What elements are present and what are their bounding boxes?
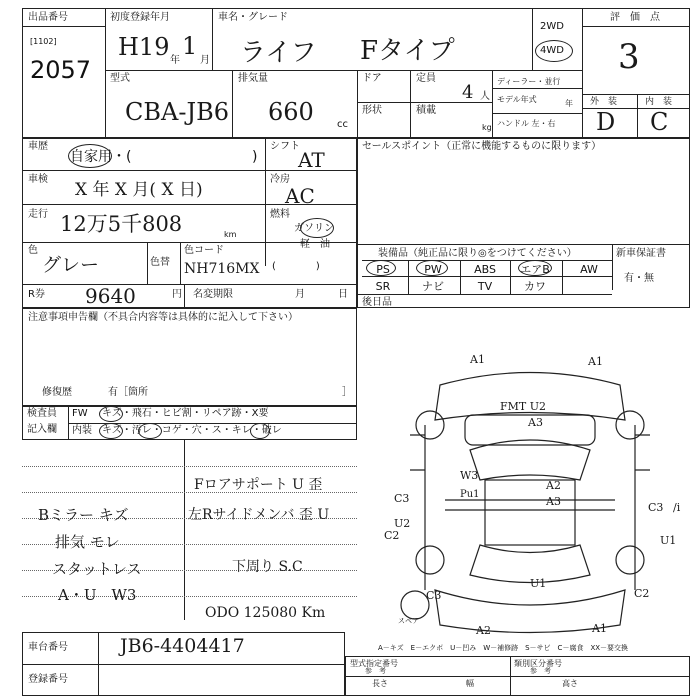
equip-sr: SR (375, 280, 391, 293)
cc-unit: cc (337, 119, 348, 130)
model-year-label: モデル年式 (497, 95, 537, 104)
spare-label: スペア (398, 617, 419, 625)
mark-a1-tl: A1 (470, 353, 485, 366)
diagram-windshield (470, 440, 590, 480)
history-label: 車歴 (28, 141, 48, 152)
lot-small-code: [1102] (30, 37, 57, 46)
interior-grade: C (650, 108, 669, 136)
mileage-label: 走行 (28, 209, 48, 220)
mark-a3-top: A3 (528, 416, 543, 429)
mileage-value: 12万5千808 (60, 212, 183, 236)
rear-items-label: 後日品 (362, 297, 392, 308)
mark-w3: W3 (460, 469, 479, 482)
width-label: 幅 (466, 679, 474, 688)
dealer-label: ディーラー・並行 (497, 77, 561, 86)
length-label: 長さ (372, 679, 388, 688)
color-code-value: NH716MX (184, 261, 260, 277)
equip-navi: ナビ (422, 280, 444, 293)
mark-c2: C2 (384, 529, 400, 542)
equip-tv: TV (477, 280, 493, 293)
equip-abs: ABS (474, 263, 496, 276)
person-unit: 人 (480, 91, 490, 102)
first-reg-label: 初度登録年月 (110, 12, 170, 23)
note-floor-support: Fロアサポート U 歪 (194, 477, 323, 493)
first-reg-year: H19 (118, 33, 170, 61)
year-unit: 年 (170, 55, 180, 66)
4wd-circle (535, 40, 573, 62)
handle-label: ハンドル 左・右 (497, 119, 556, 128)
mark-a3-mid: A3 (546, 495, 561, 508)
exterior-label: 外 装 (590, 97, 618, 107)
interior-dirt-circle (138, 423, 162, 439)
diagram-wheel-rr (616, 546, 644, 574)
mark-c3-left: C3 (394, 492, 410, 505)
grade: Fタイプ (360, 36, 455, 66)
interior-s-circle (250, 423, 270, 439)
load-label: 積載 (416, 105, 436, 116)
type-cert-label: 型式指定番号 (350, 659, 398, 668)
diagram-wheel-fl (416, 411, 444, 439)
recycle-value: 9640 (85, 284, 136, 308)
score-value: 3 (618, 37, 640, 77)
first-reg-month: 1 (182, 32, 198, 60)
month-label: 月 (295, 289, 305, 300)
history-value: 自家用・( (70, 149, 132, 165)
registration-label: 登録番号 (28, 674, 68, 685)
note-side-member: 左Rサイドメンバ 歪 U (188, 507, 330, 523)
sales-points-label: セールスポイント（正常に機能するものに限ります） (362, 141, 602, 152)
interior-label: 内 装 (645, 97, 673, 107)
fuel-diesel: 軽 油 (300, 239, 330, 250)
date-label: 日 (338, 289, 348, 300)
inspection-value: X 年 X 月( X 日) (75, 180, 203, 200)
lot-label: 出品番号 (28, 12, 68, 23)
warranty-value: 有・無 (624, 273, 654, 284)
aircon-value: AC (285, 184, 315, 208)
category-ref: 参 考 (530, 667, 551, 675)
diagram-roof (485, 480, 575, 545)
shift-label: シフト (270, 141, 300, 152)
fuel-label: 燃料 (270, 209, 290, 220)
kg-unit: kg (482, 123, 492, 132)
mark-c3-right: C3 (648, 501, 664, 514)
mark-fmt-u2: FMT U2 (500, 400, 546, 413)
fuel-gasoline: ガソリン (294, 223, 334, 234)
mark-u1-right: U1 (660, 534, 677, 547)
note-exhaust: 排気 モレ (55, 533, 120, 551)
history-close: ) (252, 149, 258, 165)
fuel-paren: ( ) (272, 261, 320, 272)
note-b-mirror: Bミラー キズ (38, 506, 129, 524)
inspection-label: 車検 (28, 174, 48, 185)
repair-label: 修復歴 (42, 387, 72, 398)
recolor-label: 色替 (150, 257, 170, 268)
fw-scratch-circle (99, 406, 123, 422)
model-year-suffix: 年 (565, 99, 573, 108)
exterior-grade: D (596, 108, 616, 136)
diagram-door-lines (445, 500, 615, 510)
month-unit: 月 (200, 55, 210, 66)
type-cert-ref: 参 考 (365, 667, 386, 675)
note-undercarriage: 下周り S.C (232, 559, 303, 575)
diagram-wheel-fr (616, 411, 644, 439)
chassis-label: 車台番号 (28, 642, 68, 653)
notes-label: 注意事項申告欄（不具合内容等は具体的に記入して下さい） (28, 312, 298, 323)
door-label: ドア (362, 73, 382, 84)
mark-c2-right: C2 (634, 587, 650, 600)
mark-a2-bottom: A2 (476, 624, 491, 637)
note-studless: スタットレス (52, 560, 142, 578)
mark-c3-bottom: C3 (426, 589, 442, 602)
4wd-label: 4WD (540, 45, 564, 56)
category-label: 類別区分番号 (514, 659, 562, 668)
ps-circle (366, 260, 396, 276)
note-odometer: ODO 125080 Km (205, 605, 326, 621)
title-change-label: 名変期限 (193, 289, 233, 300)
capacity-label: 定員 (416, 73, 436, 84)
chassis-value: JB6-4404417 (120, 635, 245, 657)
interior-check-text: キズ・汚レ・コゲ・穴・ス・キレ・破レ (102, 425, 282, 436)
airbag-circle (518, 260, 552, 276)
equip-aw: AW (580, 263, 598, 276)
warranty-label: 新車保証書 (616, 248, 666, 259)
recycle-label: R券 (28, 289, 45, 300)
score-label: 評 価 点 (610, 12, 660, 23)
yen-unit: 円 (172, 289, 182, 300)
model-value: CBA-JB6 (125, 98, 229, 126)
mark-c3-right-suffix: /i (673, 501, 681, 514)
gasoline-circle (300, 218, 334, 238)
mark-a2: A2 (546, 479, 561, 492)
capacity-value: 4 (462, 82, 474, 103)
color-value: グレー (42, 254, 100, 276)
color-code-label: 色コード (184, 245, 224, 256)
repair-value: 有［箇所 (108, 387, 148, 398)
name-label: 車名・グレード (218, 12, 288, 23)
pw-circle (416, 260, 448, 276)
lot-number: 2057 (30, 56, 92, 84)
fw-label: FW (72, 408, 88, 419)
equipment-label: 装備品（純正品に限り◎をつけてください） (378, 248, 577, 259)
repair-close: ］ (342, 387, 352, 398)
displacement-label: 排気量 (238, 73, 268, 84)
mark-u1-bottom: U1 (530, 577, 547, 590)
interior-scratch-circle (99, 423, 123, 439)
inspector-label-1: 検査員 (27, 408, 57, 419)
interior-check-label: 内装 (72, 425, 92, 436)
shift-value: AT (298, 148, 325, 172)
aircon-label: 冷房 (270, 174, 290, 185)
damage-legend: A－キズ E－エクボ U－凹み W－補修跡 S－サビ C－腐食 XX－要交換 (378, 644, 629, 652)
equip-pw: PW (424, 263, 442, 276)
equip-ps: PS (376, 263, 390, 276)
equip-leather: カワ (524, 280, 546, 293)
fw-text: キズ・飛石・ヒビ割・リペア跡・X要 (102, 408, 269, 419)
color-label: 色 (28, 245, 38, 256)
mark-pu: Pu1 (460, 489, 480, 500)
mark-u2: U2 (394, 517, 411, 530)
mark-a1-tr: A1 (588, 355, 603, 368)
mark-a1-bottom: A1 (592, 622, 607, 635)
model-label: 型式 (110, 73, 130, 84)
km-unit: km (224, 230, 237, 239)
diagram-wheel-rl (416, 546, 444, 574)
private-use-circle (68, 144, 112, 168)
shape-label: 形状 (362, 105, 382, 116)
diagram-spare-tire (401, 591, 429, 619)
car-name: ライフ (240, 38, 317, 68)
equip-airbag: エアB (520, 263, 550, 276)
diagram-sides (425, 425, 635, 590)
height-label: 高さ (562, 679, 578, 688)
inspector-label-2: 記入欄 (27, 424, 57, 435)
note-au-w3: A・U W3 (58, 586, 137, 604)
displacement-value: 660 (268, 98, 314, 126)
2wd-label: 2WD (540, 21, 564, 32)
